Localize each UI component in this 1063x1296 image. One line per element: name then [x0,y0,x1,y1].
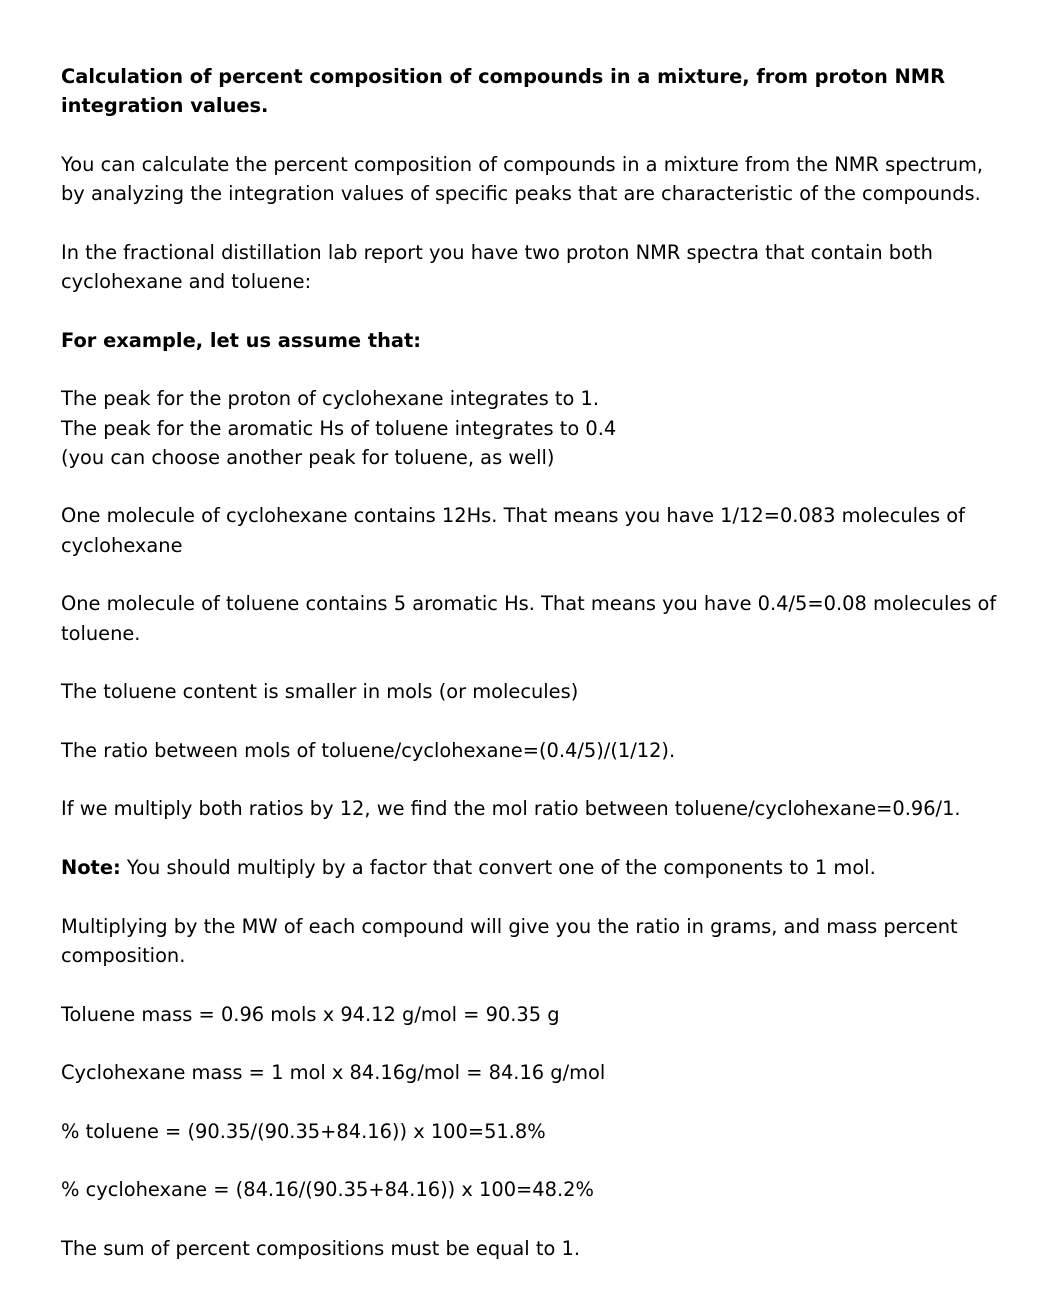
assumption-note: (you can choose another peak for toluene, as well) [61,445,555,469]
toluene-mass-line: Toluene mass = 0.96 mols x 94.12 g/mol = 90.35 g [61,1002,560,1026]
intro-paragraph: You can calculate the percent composition of compounds in a mixture from the NMR spectrum, by analyzing the integration values of specific peaks that are characteristic of the compounds. [61,152,984,206]
cyclohexane-mass-line: Cyclohexane mass = 1 mol x 84.16g/mol = 84.16 g/mol [61,1061,606,1085]
note-text: You should multiply by a factor that convert one of the components to 1 mol. [120,856,876,880]
percent-toluene-line: % toluene = (90.35/(90.35+84.16)) x 100=51.8% [61,1119,546,1143]
context-paragraph: In the fractional distillation lab report you have two proton NMR spectra that contain both cyclohexane and toluene: [61,240,933,294]
assumption-toluene: The peak for the aromatic Hs of toluene integrates to 0.4 [61,416,617,440]
mw-paragraph: Multiplying by the MW of each compound will give you the ratio in grams, and mass percent composition. [61,914,958,967]
toluene-molecules-paragraph: One molecule of toluene contains 5 aromatic Hs. That means you have 0.4/5=0.08 molecules of toluene. [61,592,997,645]
note-paragraph [61,853,1011,882]
document-title: Calculation of percent composition of compounds in a mixture, from proton NMR integration values. [61,65,946,118]
cyclohexane-molecules-paragraph: One molecule of cyclohexane contains 12Hs. That means you have 1/12=0.083 molecules of cyclohexane [61,504,965,557]
toluene-smaller-paragraph: The toluene content is smaller in mols (or molecules) [61,680,579,704]
percent-cyclohexane-line: % cyclohexane = (84.16/(90.35+84.16)) x 100=48.2% [61,1178,594,1202]
multiply-paragraph: If we multiply both ratios by 12, we find the mol ratio between toluene/cyclohexane=0.96/1. [61,797,961,821]
document-body [61,62,1011,1263]
assumption-cyclohexane: The peak for the proton of cyclohexane integrates to 1. [61,387,600,411]
note-label: Note: [61,856,121,880]
assumptions-block [61,384,1011,472]
sum-statement: The sum of percent compositions must be equal to 1. [61,1236,580,1260]
ratio-paragraph: The ratio between mols of toluene/cyclohexane=(0.4/5)/(1/12). [61,738,676,762]
example-heading: For example, let us assume that: [61,328,422,352]
